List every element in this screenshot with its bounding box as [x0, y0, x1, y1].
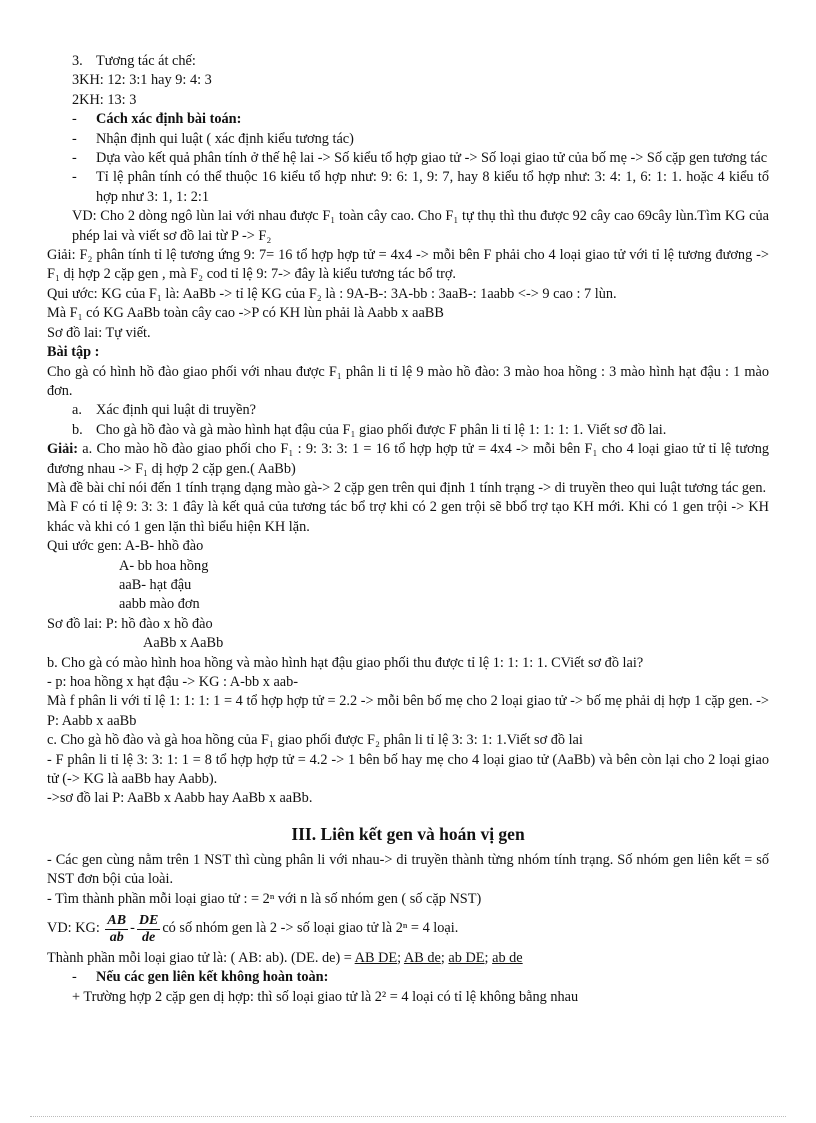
cross-diagram-line: Sơ đồ lai: Tự viết. — [47, 324, 151, 341]
gamete-3: ab DE — [448, 950, 485, 967]
paragraph-complementary: Mà F có tỉ lệ 9: 3: 3: 1 đây là kết quả của tương tác bổ trợ khi có 2 gen trội sẽ bbổ trợ tạo KH mới. Khi có 1 gen trội -> KH khác và khi có 1 gen lặn thì biểu hiện KH lặn. — [47, 499, 769, 535]
method-step-1: - Nhận định qui luật ( xác định kiểu tương tác) — [72, 130, 354, 147]
gene-convention-4: aabb mào đơn — [119, 596, 200, 613]
part-b-question: b. Cho gà có mào hình hoa hồng và mào hình hạt đậu giao phối thu được tỉ lệ 1: 1: 1: 1. CViết sơ đồ lai? — [47, 654, 644, 671]
ratio-line-2kh: 2KH: 13: 3 — [72, 91, 137, 108]
gene-convention-1: Qui ước gen: A-B- hhồ đào — [47, 538, 204, 555]
section-title: III. Liên kết gen và hoán vị gen — [291, 823, 525, 844]
cross-diagram-p: Sơ đồ lai: P: hồ đào x hồ đào — [47, 615, 213, 632]
exercise-statement: Cho gà có hình hồ đào giao phối với nhau được F₁ phân li tỉ lệ 9 mào hồ đào: 3 mào hoa hồng : 3 mào hình hạt đậu : 1 mào đơn. — [47, 363, 769, 399]
gamete-2: AB de — [403, 950, 441, 967]
linkage-paragraph-1: - Các gen cùng nằm trên 1 NST thì cùng phân li với nhau-> di truyền thành từng nhóm tính trạng. Số nhóm gen liên kết = số NST đơn bội của loài. — [47, 851, 769, 888]
example-paragraph: VD: Cho 2 dòng ngô lùn lai với nhau được F₁ toàn cây cao. Cho F₁ tự thụ thì thu được 92 cây cao 69cây lùn.Tìm KG của phép lai và viết sơ đồ lai từ P -> F₂ — [72, 208, 769, 244]
cross-diagram-genotypes: AaBb x AaBb — [143, 635, 224, 652]
part-b-line-2: Mà f phân li với tỉ lệ 1: 1: 1: 1 = 4 tổ hợp hợp tử = 2.2 -> mỗi bên bố mẹ cho 2 loại giao tử -> bố mẹ phải dị hợp 1 cặp gen. -> P: Aabb x aaBb — [47, 693, 769, 729]
document-page — [47, 52, 769, 1007]
gamete-4: ab de — [492, 950, 523, 967]
solution-a-paragraph: Giải: a. Cho mào hồ đào giao phối cho F₁ : 9: 3: 3: 1 = 16 tổ hợp hợp tử = 4x4 -> mỗi bên F₁ cho 4 loại giao tử tỉ lệ tương đương nhau -> F₁ dị hợp 2 cặp gen.( AaBb) — [47, 441, 769, 477]
item-number: 3. — [72, 53, 83, 69]
part-c-question: c. Cho gà hồ đào và gà hoa hồng của F₁ giao phối được F₂ phân li tỉ lệ 3: 3: 1: 1.Viết sơ đồ lai — [47, 732, 583, 749]
part-c-line-2: ->sơ đồ lai P: AaBb x Aabb hay AaBb x aaBb. — [47, 790, 313, 807]
case-two-heterozygous: + Trường hợp 2 cặp gen dị hợp: thì số loại giao tử là 2² = 4 loại có tỉ lệ không bằng nhau — [72, 988, 579, 1005]
numbered-item-3 — [47, 52, 769, 71]
page-footer-rule — [30, 1116, 786, 1117]
part-b-line-1: - p: hoa hồng x hạt đậu -> KG : A-bb x aab- — [47, 674, 299, 690]
paragraph-gene-interaction: Mà đề bài chỉ nói đến 1 tính trạng dạng mào gà-> 2 cặp gen trên qui định 1 tính trạng -> di truyền theo qui luật tương tác gen. — [47, 479, 767, 496]
ratio-line-3kh: 3KH: 12: 3:1 hay 9: 4: 3 — [72, 72, 212, 89]
part-c-line-1: - F phân li tỉ lệ 3: 3: 1: 1 = 8 tổ hợp hợp tử = 4.2 -> 1 bên bố hay mẹ cho 4 loại giao tử (AaBb) và bên còn lại cho 2 loại giao tử (-> KG là aaBb hay Aabb). — [47, 751, 769, 788]
genotype-fraction-de: $\frac{DE}{de}$ — [138, 912, 159, 945]
linkage-paragraph-2: - Tìm thành phần mỗi loại giao tử : = 2ⁿ với n là số nhóm gen ( số cặp NST) — [47, 890, 482, 907]
convention-line: Qui ước: KG của F₁ là: AaBb -> tỉ lệ KG của F₂ là : 9A-B-: 3A-bb : 3aaB-: 1aabb <-> 9 cao : 7 lùn. — [47, 285, 617, 302]
example-genotype-line: VD: KG: $\frac{AB}{ab}$ - $\frac{DE}{de}$ có số nhóm gen là 2 -> số loại giao tử là 2ⁿ = 4 loại. — [47, 912, 459, 945]
method-heading: - Cách xác định bài toán: — [72, 111, 242, 128]
exercise-question-a: a. Xác định qui luật di truyền? — [72, 402, 257, 419]
method-step-2: - Dựa vào kết quả phân tính ở thế hệ lai -> Số kiểu tổ hợp giao tử -> Số loại giao tử của bố mẹ -> Số cặp gen tương tác — [72, 150, 768, 167]
genotype-fraction-ab: $\frac{AB}{ab}$ — [107, 912, 127, 945]
gene-convention-2: A- bb hoa hồng — [119, 557, 209, 574]
item-text: Tương tác át chế: — [96, 53, 196, 69]
solution-paragraph: Giải: F₂ phân tính tỉ lệ tương ứng 9: 7= 16 tổ hợp hợp tử = 4x4 -> mỗi bên F phải cho 4 loại giao tử với tỉ lệ tương đương -> F₁ dị hợp 2 cặp gen , mà F₂ cod tỉ lệ 9: 7-> đây là kiểu tương tác bổ trợ. — [47, 247, 769, 283]
incomplete-linkage-heading: - Nếu các gen liên kết không hoàn toàn: — [72, 969, 329, 986]
conclusion-line: Mà F₁ có KG AaBb toàn cây cao ->P có KH lùn phải là Aabb x aaBB — [47, 305, 444, 322]
solution-label: Giải: — [47, 441, 78, 458]
gene-convention-3: aaB- hạt đậu — [119, 576, 192, 593]
gamete-1: AB DE — [354, 950, 398, 967]
exercise-heading: Bài tập : — [47, 344, 100, 361]
exercise-question-b: b. Cho gà hồ đào và gà mào hình hạt đậu của F₁ giao phối được F phân li tỉ lệ 1: 1: 1: 1. Viết sơ đồ lai. — [72, 421, 667, 438]
method-step-3: - Tỉ lệ phân tính có thể thuộc 16 kiểu tổ hợp như: 9: 6: 1, 9: 7, hay 8 kiểu tổ hợp như: 3: 4: 1, 6: 1: 1. hoặc 4 kiểu tổ hợp như 3: 1, 1: 2:1 — [72, 169, 769, 205]
gamete-composition-line: Thành phần mỗi loại giao tử là: ( AB: ab). (DE. de) = AB DE; AB de; ab DE; ab de — [47, 950, 523, 967]
